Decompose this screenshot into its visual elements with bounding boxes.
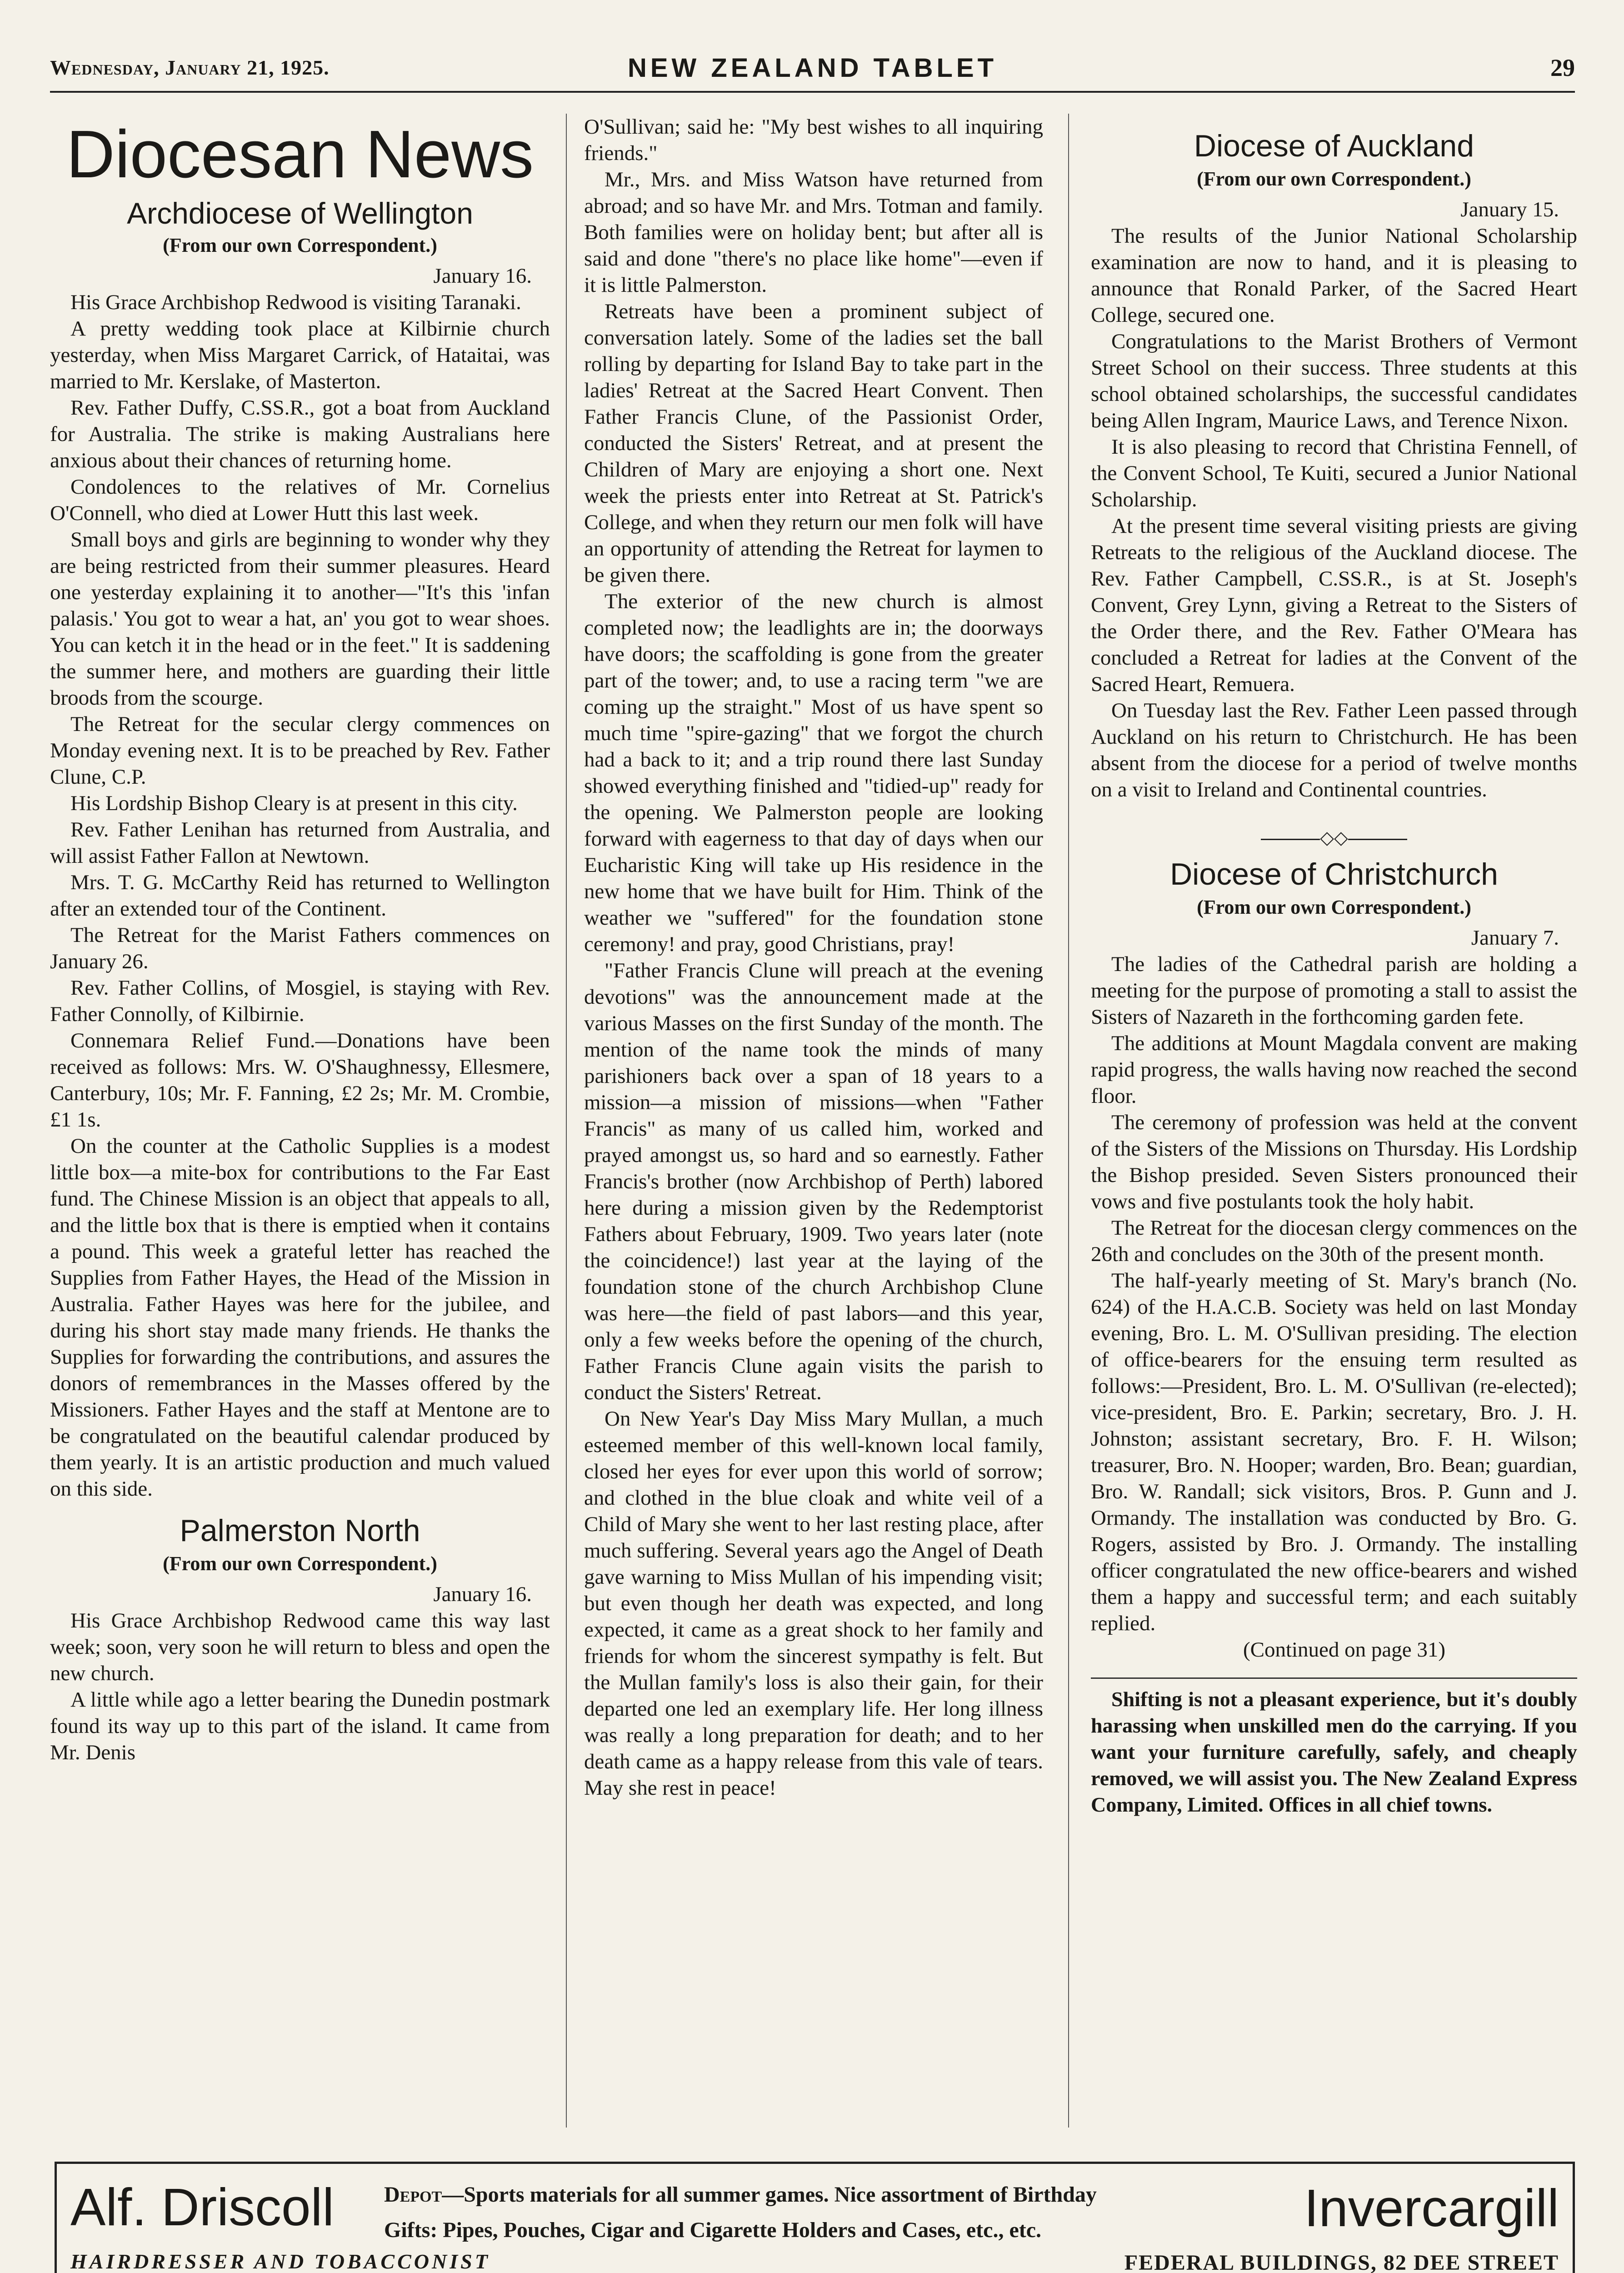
advertiser-address: FEDERAL BUILDINGS, 82 DEE STREET: [1124, 2251, 1559, 2273]
dateline: January 16.: [433, 1582, 532, 1606]
paragraph: The Retreat for the Marist Fathers commences on January 26.: [50, 923, 550, 973]
dateline: January 7.: [1471, 926, 1559, 950]
paragraph: His Grace Archbishop Redwood is visiting Taranaki.: [70, 290, 521, 314]
paragraph: Rev. Father Lenihan has returned from Australia, and will assist Father Fallon at Newtown.: [50, 818, 550, 868]
ad-depot-text: —Sports materials for all summer games. Nice assortment of Birthday: [442, 2183, 1097, 2207]
paragraph: Mr., Mrs. and Miss Watson have returned from abroad; and so have Mr. and Mrs. Totman and family. Both families were on holiday bent; but after all is said and done "there's no place like home"—even if it is little Palmerston.: [584, 168, 1043, 297]
paragraph: Congratulations to the Marist Brothers of Vermont Street School on their success. Three students at this school obtained scholarships, the successful candidates being Allen Ingram, Maurice Laws, and Terence Nixon.: [1091, 330, 1577, 432]
wellington-heading: Archdiocese of Wellington: [127, 196, 473, 230]
advertiser-name: Alf. Driscoll: [70, 2178, 335, 2237]
advertisement: [55, 2162, 1575, 2273]
paragraph: It is also pleasing to record that Christina Fennell, of the Convent School, Te Kuiti, secured a Junior National Scholarship.: [1091, 435, 1577, 511]
paragraph: Rev. Father Collins, of Mosgiel, is staying with Rev. Father Connolly, of Kilbirnie.: [50, 976, 550, 1026]
paragraph: Connemara Relief Fund.—Donations have been received as follows: Mrs. W. O'Shaughnessy, Ellesmere, Canterbury, 10s; Mr. F. Fanning, £2 2s; Mr. M. Crombie, £1 1s.: [50, 1029, 550, 1131]
column-rule: [566, 114, 567, 2128]
column-2: [584, 114, 1043, 2128]
column-3: [1091, 114, 1577, 2128]
paragraph: A pretty wedding took place at Kilbirnie church yesterday, when Miss Margaret Carrick, of Hataitai, was married to Mr. Kerslake, of Masterton.: [50, 317, 550, 393]
ad-depot-label: Depot: [384, 2183, 442, 2207]
paragraph: His Grace Archbishop Redwood came this way last week; soon, very soon he will return to bless and open the new church.: [50, 1609, 550, 1685]
paragraph: Mrs. T. G. McCarthy Reid has returned to Wellington after an extended tour of the Continent.: [50, 871, 550, 921]
christchurch-heading: Diocese of Christchurch: [1170, 857, 1498, 891]
dateline: January 16.: [433, 264, 532, 288]
page-header: [50, 50, 1575, 93]
paragraph: The half-yearly meeting of St. Mary's branch (No. 624) of the H.A.C.B. Society was held on last Monday evening, Bro. L. M. O'Sullivan presiding. The election of office-bearers for the ensuing term resulted as follows:—President, Bro. L. M. O'Sullivan (re-elected); vice-president, Bro. E. Parkin; secretary, Bro. J. H. Johnston; assistant secretary, Bro. F. H. Wilson; treasurer, Bro. N. Hooper; warden, Bro. Bean; guardian, Bro. W. Randall; sick visitors, Bros. P. Gunn and J. Ormandy. The installation was conducted by Bro. G. Rogers, assisted by Bro. J. Ormandy. The installing officer congratulated the new office-bearers and wished them a happy and successful term; and each suitably replied.: [1091, 1269, 1577, 1635]
correspondent-line: (From our own Correspondent.): [163, 234, 437, 256]
auckland-heading: Diocese of Auckland: [1194, 129, 1474, 163]
paragraph: Retreats have been a prominent subject of conversation lately. Some of the ladies set the ball rolling by departing for Island Bay to take part in the ladies' Retreat at the Sacred Heart Convent. Then Father Francis Clune, of the Passionist Order, conducted the Sisters' Retreat, and at present the Children of Mary are enjoying a short one. Next week the priests enter into Retreat at St. Patrick's College, and when they return our men folk will have an opportunity of attending the Retreat for laymen to be given there.: [584, 300, 1043, 587]
paragraph: O'Sullivan; said he: "My best wishes to all inquiring friends.": [584, 115, 1043, 165]
paragraph: At the present time several visiting priests are giving Retreats to the religious of the Auckland diocese. The Rev. Father Campbell, C.SS.R., is at St. Joseph's Convent, Grey Lynn, giving a Retreat to the Sisters of the Order there, and the Rev. Father O'Meara has concluded a Retreat for ladies at the Convent of the Sacred Heart, Remuera.: [1091, 514, 1577, 696]
paragraph: The Retreat for the secular clergy commences on Monday evening next. It is to be preached by Rev. Father Clune, C.P.: [50, 712, 550, 789]
section-divider: ◇◇: [1091, 825, 1577, 851]
ad-depot-line: [384, 2182, 1097, 2207]
ad-gifts-line: Gifts: Pipes, Pouches, Cigar and Cigarette Holders and Cases, etc., etc.: [384, 2218, 1042, 2242]
issue-date: Wednesday, January 21, 1925.: [50, 56, 330, 79]
paragraph: The ladies of the Cathedral parish are holding a meeting for the purpose of promoting a stall to assist the Sisters of Nazareth in the forthcoming garden fete.: [1091, 952, 1577, 1029]
paragraph: On New Year's Day Miss Mary Mullan, a much esteemed member of this well-known local family, closed her eyes for ever upon this world of sorrow; and clothed in the blue cloak and white veil of a Child of Mary she went to her last resting place, after much suffering. Several years ago the Angel of Death gave warning to Miss Mullan of his impending visit; but even though her death was expected, and long expected, it came as a great shock to her family and friends for whom the sincerest sympathy is felt. But the Mullan family's loss is also their gain, for their departed one led an exemplary life. Her long illness was really a long preparation for death; and to her death came as a happy release from this vale of tears. May she rest in peace!: [584, 1407, 1043, 1800]
column-1: [50, 114, 550, 2128]
notice-box: [1091, 1677, 1577, 1818]
paragraph: His Lordship Bishop Cleary is at present in this city.: [70, 791, 518, 815]
correspondent-line: (From our own Correspondent.): [1197, 168, 1471, 190]
paragraph: Condolences to the relatives of Mr. Cornelius O'Connell, who died at Lower Hutt this last week.: [50, 475, 550, 525]
paragraph: The exterior of the new church is almost completed now; the leadlights are in; the doorways have doors; the scaffolding is gone from the greater part of the tower; and, to use a racing term "we are coming up the straight." Most of us have spent so much time "spire-gazing" that we forgot the church had a back to it; and a trip round there last Sunday showed everything finished and "tidied-up" ready for the opening. We Palmerston people are looking forward with eagerness to that day of days when our Eucharistic King will take up His residence in the new home that we have built for Him. Think of the weather we "suffered" for the foundation stone ceremony! and pray, good Christians, pray!: [584, 590, 1043, 956]
palmerston-heading: Palmerston North: [180, 1513, 420, 1548]
paragraph: The results of the Junior National Scholarship examination are now to hand, and it is pleasing to announce that Ronald Parker, of the Sacred Heart College, secured one.: [1091, 224, 1577, 327]
paragraph: The Retreat for the diocesan clergy commences on the 26th and concludes on the 30th of the present month.: [1091, 1216, 1577, 1266]
page-number: 29: [1550, 54, 1575, 81]
paragraph: A little while ago a letter bearing the Dunedin postmark found its way up to this part of the island. It came from Mr. Denis: [50, 1688, 550, 1764]
section-title: Diocesan News: [66, 117, 534, 192]
paragraph: Small boys and girls are beginning to wonder why they are being restricted from their summer pleasures. Heard one yesterday explaining it to another—"It's this 'infan palasis.' You got to wear a hat, an' you got to wear shoes. You can ketch it in the head or in the feet." It is saddening the summer here, and mothers are guarding their little broods from the scourge.: [50, 528, 550, 710]
express-company-notice: Shifting is not a pleasant experience, but it's doubly harassing when unskilled men do the carrying. If you want your furniture carefully, safely, and cheaply removed, we will assist you. The New Zealand Express Company, Limited. Offices in all chief towns.: [1091, 1687, 1577, 1816]
paragraph: The ceremony of profession was held at the convent of the Sisters of the Missions on Thursday. His Lordship the Bishop presided. Seven Sisters pronounced their vows and five postulants took the holy habit.: [1091, 1111, 1577, 1213]
column-rule: [1068, 114, 1069, 2128]
dateline: January 15.: [1460, 198, 1559, 221]
paragraph: On Tuesday last the Rev. Father Leen passed through Auckland on his return to Christchurch. He has been absent from the diocese for a period of twelve months on a visit to Ireland and Continental countries.: [1091, 699, 1577, 801]
advertiser-city: Invercargill: [1304, 2178, 1559, 2238]
paragraph: The additions at Mount Magdala convent are making rapid progress, the walls having now reached the second floor.: [1091, 1031, 1577, 1108]
continued-note: (Continued on page 31): [1243, 1638, 1446, 1662]
advertiser-trade: HAIRDRESSER AND TOBACCONIST: [70, 2250, 490, 2273]
paragraph: On the counter at the Catholic Supplies is a modest little box—a mite-box for contributions to the Far East fund. The Chinese Mission is an object that appeals to all, and the little box that is there is emptied when it contains a pound. This week a grateful letter has reached the Supplies from Father Hayes, the Head of the Mission in Australia. Father Hayes was here for the jubilee, and during his short stay made many friends. He thanks the Supplies for forwarding the contributions, and assures the donors of remembrances in the Masses offered by the Missioners. Father Hayes and the staff at Mentone are to be congratulated on the beautiful calendar produced by them yearly. It is an artistic production and much valued on this side.: [50, 1134, 550, 1501]
masthead: NEW ZEALAND TABLET: [627, 53, 998, 83]
paragraph: Rev. Father Duffy, C.SS.R., got a boat from Auckland for Australia. The strike is making Australians here anxious about their chances of returning home.: [50, 396, 550, 472]
paragraph: "Father Francis Clune will preach at the evening devotions" was the announcement made at the various Masses on the first Sunday of the month. The mention of the name took the minds of many parishioners back over a span of 18 years to a mission—a mission of missions—when "Father Francis" as many of us called him, worked and prayed amongst us, so hard and so earnestly. Father Francis's brother (now Archbishop of Perth) labored here during a mission given by the Redemptorist Fathers about February, 1909. Two years later (note the coincidence!) last year at the laying of the foundation stone of the church Archbishop Clune was here—the field of past labors—and this year, only a few weeks before the opening of the church, Father Francis Clune again visits the parish to conduct the Sisters' Retreat.: [584, 959, 1043, 1404]
correspondent-line: (From our own Correspondent.): [163, 1552, 437, 1575]
correspondent-line: (From our own Correspondent.): [1197, 896, 1471, 918]
